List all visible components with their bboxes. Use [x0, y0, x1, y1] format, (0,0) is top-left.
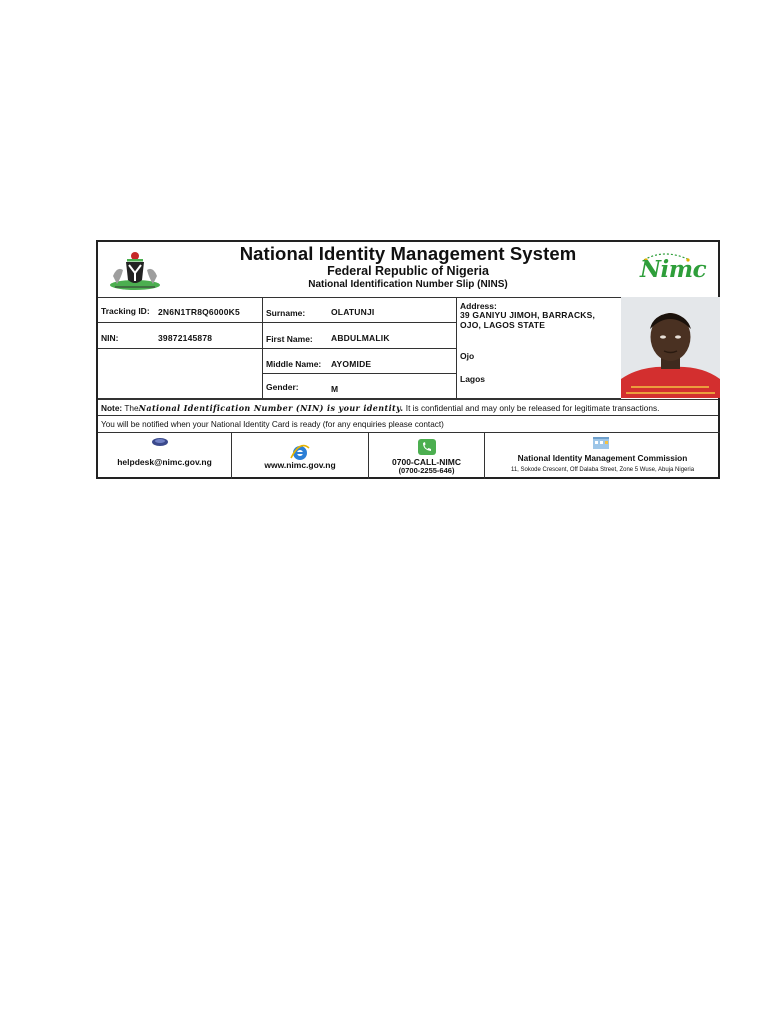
note-row — [98, 399, 718, 416]
phone-number-1[interactable]: 0700-CALL-NIMC — [392, 457, 461, 467]
website-link[interactable]: www.nimc.gov.ng — [264, 460, 336, 470]
nin-value: 39872145878 — [158, 333, 213, 343]
gender-cell — [263, 374, 457, 399]
country-subtitle: Federal Republic of Nigeria — [327, 264, 489, 278]
note-emphasis: National Identification Number (NIN) is your identity. — [138, 403, 404, 413]
nin-label: NIN: — [101, 333, 119, 343]
note-prefix: The — [124, 403, 139, 413]
phone-contact — [369, 432, 485, 479]
email-contact — [98, 432, 232, 479]
note-rest: It is confidential and may only be released for legitimate transactions. — [403, 403, 660, 413]
lga-value: Ojo — [460, 351, 475, 361]
nimc-logo-text: Nimc — [640, 256, 707, 283]
mail-icon — [151, 437, 169, 447]
gender-value: M — [331, 384, 339, 394]
state-value: Lagos — [460, 374, 486, 384]
commission-address: 11, Sokode Crescent, Off Dalaba Street, Zone 5 Wuse, Abuja Nigeria — [510, 467, 695, 473]
surname-cell — [263, 297, 457, 323]
first-name-value: ABDULMALIK — [331, 333, 390, 343]
phone-icon — [418, 439, 436, 455]
gender-label: Gender: — [266, 382, 299, 392]
nin-cell — [98, 323, 263, 349]
nimc-logo — [634, 252, 707, 288]
address-line-2: OJO, LAGOS STATE — [460, 320, 546, 330]
middle-name-value: AYOMIDE — [331, 359, 372, 369]
website-contact — [232, 432, 369, 479]
phone-number-2[interactable]: (0700-2255-646) — [398, 466, 455, 475]
building-icon — [593, 437, 609, 449]
slip-header — [98, 242, 718, 298]
surname-label: Surname: — [266, 308, 306, 318]
slip-name: National Identification Number Slip (NINS) — [308, 279, 508, 290]
middle-name-cell — [263, 349, 457, 374]
surname-value: OLATUNJI — [331, 307, 375, 317]
holder-photo — [621, 297, 720, 398]
tracking-id-label: Tracking ID: — [101, 306, 150, 316]
address-label: Address: — [460, 301, 497, 311]
nin-slip — [96, 240, 720, 479]
tracking-id-value: 2N6N1TR8Q6000K5 — [158, 307, 240, 317]
address-line-1: 39 GANIYU JIMOH, BARRACKS, — [460, 310, 596, 320]
tracking-id-cell — [98, 297, 263, 323]
commission-name: National Identity Management Commission — [517, 453, 688, 463]
helpdesk-email-link[interactable]: helpdesk@nimc.gov.ng — [117, 457, 212, 467]
first-name-label: First Name: — [266, 334, 313, 344]
page-title: National Identity Management System — [239, 243, 577, 264]
note-text — [101, 403, 659, 413]
address-cell — [457, 297, 621, 399]
notify-text: You will be notified when your National Identity Card is ready (for any enquiries please contact) — [101, 420, 444, 429]
note-label: Note: — [101, 403, 123, 413]
middle-name-label: Middle Name: — [266, 359, 322, 369]
first-name-cell — [263, 323, 457, 349]
empty-cell — [98, 349, 263, 399]
commission-contact — [485, 432, 720, 479]
